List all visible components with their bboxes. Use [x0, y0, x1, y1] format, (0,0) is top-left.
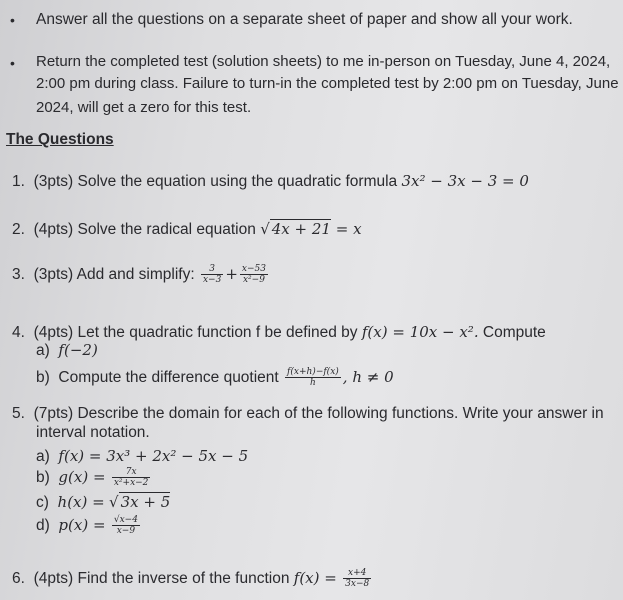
- denominator: x−3: [202, 275, 222, 286]
- fraction: [112, 467, 151, 488]
- question-number: 2.: [12, 221, 25, 238]
- fraction: [343, 568, 371, 589]
- equation: 3x² − 3x − 3 = 0: [401, 172, 529, 190]
- question-5d: [36, 515, 142, 536]
- question-2: [12, 219, 362, 240]
- radical-equation: √ 4x + 21 = x: [260, 220, 362, 238]
- denominator: x²+x−2: [113, 478, 149, 489]
- denominator: x−9: [116, 526, 136, 537]
- question-6: [12, 568, 373, 589]
- instruction-1: Answer all the questions on a separate sheet of paper and show all your work.: [36, 11, 573, 28]
- question-5-line-2: interval notation.: [36, 424, 150, 441]
- equation-rhs: = x: [335, 220, 362, 238]
- question-text: (4pts) Solve the radical equation: [33, 221, 256, 238]
- part-label: b): [36, 469, 50, 486]
- instruction-2-line-2: 2:00 pm during class. Failure to turn-in the completed test by 2:00 pm on Tuesday, June: [36, 75, 619, 92]
- question-text: (7pts) Describe the domain for each of the following functions. Write your answer in: [33, 405, 604, 422]
- instruction-2-line-3: 2024, will get a zero for this test.: [36, 99, 252, 116]
- question-4b: [36, 367, 394, 388]
- part-label: d): [36, 517, 50, 534]
- function-definition: f(x) = 10x − x².: [361, 323, 479, 341]
- denominator: h: [310, 378, 316, 389]
- difference-quotient: [285, 367, 341, 388]
- question-text: (4pts) Let the quadratic function f be defined by: [33, 324, 358, 341]
- question-3: [12, 264, 270, 285]
- denominator: x²−9: [242, 275, 265, 286]
- part-lhs: h(x) =: [57, 493, 105, 511]
- question-5b: [36, 467, 152, 488]
- part-math: f(−2): [58, 341, 98, 359]
- question-number: 4.: [12, 324, 25, 341]
- question-number: 5.: [12, 405, 25, 422]
- fraction: [112, 515, 140, 536]
- part-text: Compute the difference quotient: [58, 369, 279, 386]
- radicand: 3x + 5: [120, 493, 171, 511]
- instruction-2-line-1: Return the completed test (solution sheets) to me in-person on Tuesday, June 4, 2024,: [36, 53, 611, 70]
- question-5c: [36, 492, 170, 513]
- function-lhs: f(x) =: [293, 569, 337, 587]
- section-title: The Questions: [6, 131, 114, 148]
- bullet-dot: •: [10, 55, 15, 71]
- plus-sign: +: [225, 265, 238, 283]
- numerator: 7x: [112, 467, 151, 478]
- denominator: 3x−8: [345, 579, 370, 590]
- question-text: (3pts) Add and simplify:: [33, 266, 195, 283]
- question-text: (3pts) Solve the equation using the quadratic formula: [33, 173, 398, 190]
- radicand: 4x + 21: [271, 220, 331, 238]
- question-number: 6.: [12, 570, 25, 587]
- part-label: a): [36, 342, 50, 359]
- numerator: x−53: [241, 264, 266, 275]
- numerator: √x−4: [113, 515, 138, 526]
- question-4a: [36, 340, 98, 361]
- part-label: a): [36, 448, 50, 465]
- radical: √ 3x + 5: [109, 493, 171, 511]
- question-5: [12, 404, 604, 424]
- numerator: f(x+h)−f(x): [287, 367, 339, 378]
- question-1: [12, 171, 529, 192]
- fraction-2: [240, 264, 268, 285]
- compute-word: Compute: [482, 324, 546, 341]
- part-label: b): [36, 369, 50, 386]
- question-number: 3.: [12, 266, 25, 283]
- numerator: 3: [201, 264, 223, 275]
- question-number: 1.: [12, 173, 25, 190]
- question-text: (4pts) Find the inverse of the function: [33, 570, 290, 587]
- part-math: f(x) = 3x³ + 2x² − 5x − 5: [58, 447, 249, 465]
- part-lhs: g(x) =: [58, 468, 106, 486]
- question-5a: [36, 446, 248, 467]
- part-lhs: p(x) =: [58, 516, 106, 534]
- bullet-dot: •: [10, 12, 15, 28]
- condition: , h ≠ 0: [342, 368, 394, 386]
- fraction-1: [201, 264, 223, 285]
- part-label: c): [36, 494, 49, 511]
- numerator: x+4: [343, 568, 371, 579]
